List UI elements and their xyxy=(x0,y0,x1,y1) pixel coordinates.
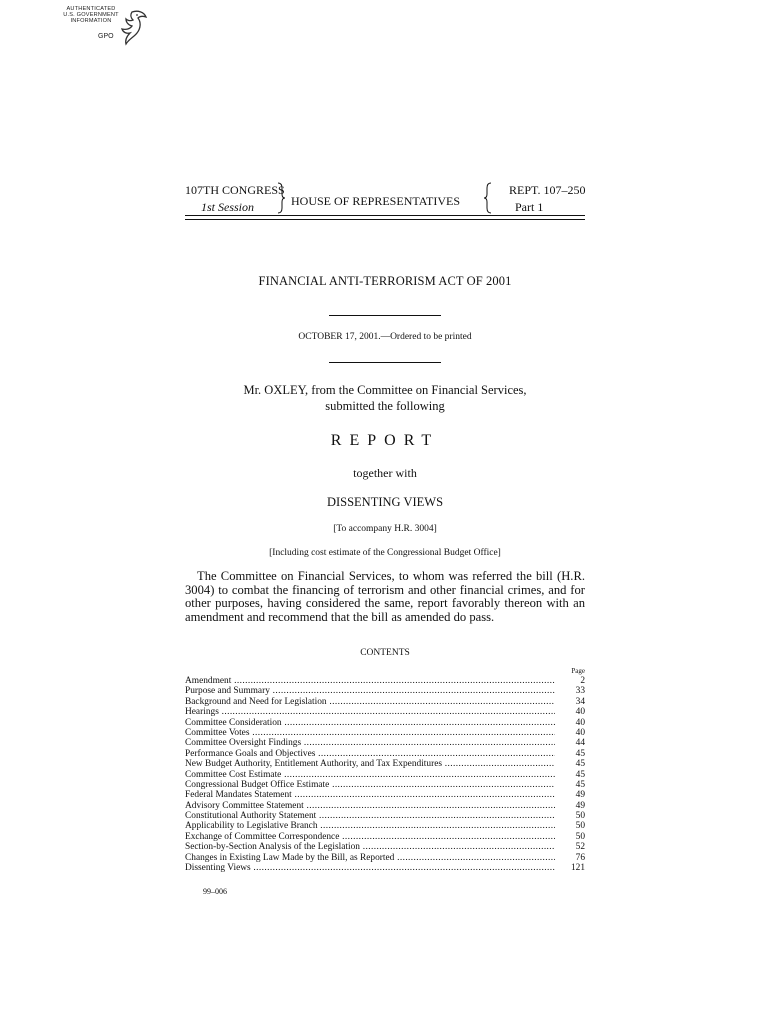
date-line: OCTOBER 17, 2001.—Ordered to be printed xyxy=(298,332,472,342)
toc-entry-page: 50 xyxy=(559,811,585,821)
toc-entry-page: 50 xyxy=(559,821,585,831)
part-label: Part 1 xyxy=(515,200,544,214)
page-column-label: Page xyxy=(571,667,585,675)
seal-line-3: INFORMATION xyxy=(70,18,112,25)
toc-entry-title: Purpose and Summary ..... xyxy=(185,686,555,696)
toc-entry-page: 2 xyxy=(559,676,585,686)
toc-entry-title: Committee Cost Estimate ..... xyxy=(185,770,555,780)
toc-entry-page: 121 xyxy=(559,863,585,873)
toc-entry-title: Advisory Committee Statement ..... xyxy=(185,801,555,811)
toc-entry-title: Performance Goals and Objectives ..... xyxy=(185,749,555,759)
divider-rule xyxy=(329,315,441,316)
toc-entry-title: Federal Mandates Statement ..... xyxy=(185,790,555,800)
toc-entry-title: Constitutional Authority Statement ..... xyxy=(185,811,555,821)
toc-entry-page: 45 xyxy=(559,749,585,759)
congress-block xyxy=(185,183,285,215)
footer-code: 99–006 xyxy=(203,887,227,896)
toc-row xyxy=(185,738,585,748)
report-heading: REPORT xyxy=(330,432,440,449)
toc-row xyxy=(185,697,585,707)
submitted-by-line-2: submitted the following xyxy=(325,399,445,413)
toc-row xyxy=(185,780,585,790)
toc-entry-title: Dissenting Views ..... xyxy=(185,863,555,873)
toc-entry-title: Background and Need for Legislation ..... xyxy=(185,697,555,707)
toc-row xyxy=(185,832,585,842)
toc-entry-title: Committee Consideration ..... xyxy=(185,718,555,728)
toc-entry-title: Changes in Existing Law Made by the Bill, as Reported ..... xyxy=(185,853,555,863)
toc-entry-page: 45 xyxy=(559,759,585,769)
toc-row xyxy=(185,749,585,759)
toc-row xyxy=(185,842,585,852)
intro-paragraph: The Committee on Financial Services, to whom was referred the bill (H.R. 3004) to combat the financing of terrorism and other financial crimes, and for other purposes, having considered the same, report favorably thereon with an amendment and recommend that the bill as amended do pass. xyxy=(185,569,585,624)
left-brace-icon xyxy=(484,182,492,214)
toc-row xyxy=(185,707,585,717)
toc-row xyxy=(185,728,585,738)
toc-row xyxy=(185,821,585,831)
right-brace-icon xyxy=(277,182,285,214)
divider-rule xyxy=(329,362,441,363)
report-number: REPT. 107–250 xyxy=(509,183,586,197)
toc-entry-title: Amendment ..... xyxy=(185,676,555,686)
dissenting-views-heading: DISSENTING VIEWS xyxy=(326,495,444,509)
cost-estimate-note: [Including cost estimate of the Congressional Budget Office] xyxy=(269,548,501,558)
toc-entry-page: 45 xyxy=(559,770,585,780)
toc-row xyxy=(185,811,585,821)
toc-row xyxy=(185,759,585,769)
toc-entry-title: Committee Oversight Findings ..... xyxy=(185,738,555,748)
toc-entry-page: 40 xyxy=(559,707,585,717)
gpo-authentication-seal xyxy=(60,6,150,50)
toc-entry-page: 44 xyxy=(559,738,585,748)
report-title: FINANCIAL ANTI-TERRORISM ACT OF 2001 xyxy=(258,274,512,288)
toc-row xyxy=(185,770,585,780)
toc-row xyxy=(185,853,585,863)
seal-line-1: AUTHENTICATED xyxy=(66,6,116,12)
seal-gpo-label: GPO xyxy=(98,33,114,40)
seal-line-2: U.S. GOVERNMENT xyxy=(63,12,119,19)
toc-entry-page: 40 xyxy=(559,728,585,738)
toc-entry-title: Applicability to Legislative Branch ..... xyxy=(185,821,555,831)
toc-entry-page: 40 xyxy=(559,718,585,728)
toc-row xyxy=(185,718,585,728)
toc-entry-page: 45 xyxy=(559,780,585,790)
report-number-block xyxy=(509,183,589,215)
together-with: together with xyxy=(353,466,417,480)
toc-entry-page: 52 xyxy=(559,842,585,852)
accompany-note: [To accompany H.R. 3004] xyxy=(333,524,437,534)
toc-entry-title: Section-by-Section Analysis of the Legislation ..... xyxy=(185,842,555,852)
toc-row xyxy=(185,790,585,800)
toc-entry-title: Exchange of Committee Correspondence ..... xyxy=(185,832,555,842)
toc-entry-page: 50 xyxy=(559,832,585,842)
toc-entry-page: 49 xyxy=(559,801,585,811)
toc-row xyxy=(185,676,585,686)
header-double-rule xyxy=(185,215,585,220)
toc-row xyxy=(185,801,585,811)
submitted-by xyxy=(185,382,585,414)
table-of-contents xyxy=(185,676,585,873)
toc-row xyxy=(185,686,585,696)
toc-entry-page: 49 xyxy=(559,790,585,800)
submitted-by-line-1: Mr. OXLEY, from the Committee on Financial Services, xyxy=(243,383,527,397)
session-label: 1st Session xyxy=(201,200,255,214)
toc-entry-title: Congressional Budget Office Estimate ..... xyxy=(185,780,555,790)
toc-entry-title: New Budget Authority, Entitlement Authority, and Tax Expenditures ..... xyxy=(185,759,555,769)
toc-row xyxy=(185,863,585,873)
toc-entry-page: 34 xyxy=(559,697,585,707)
contents-heading: CONTENTS xyxy=(360,648,410,658)
report-page xyxy=(185,180,586,896)
congress-label: 107TH CONGRESS xyxy=(185,183,285,197)
eagle-icon xyxy=(110,8,150,50)
toc-entry-title: Hearings ..... xyxy=(185,707,555,717)
toc-entry-page: 76 xyxy=(559,853,585,863)
toc-entry-page: 33 xyxy=(559,686,585,696)
report-header xyxy=(185,180,585,216)
toc-entry-title: Committee Votes ..... xyxy=(185,728,555,738)
chamber-label: HOUSE OF REPRESENTATIVES xyxy=(291,194,461,208)
